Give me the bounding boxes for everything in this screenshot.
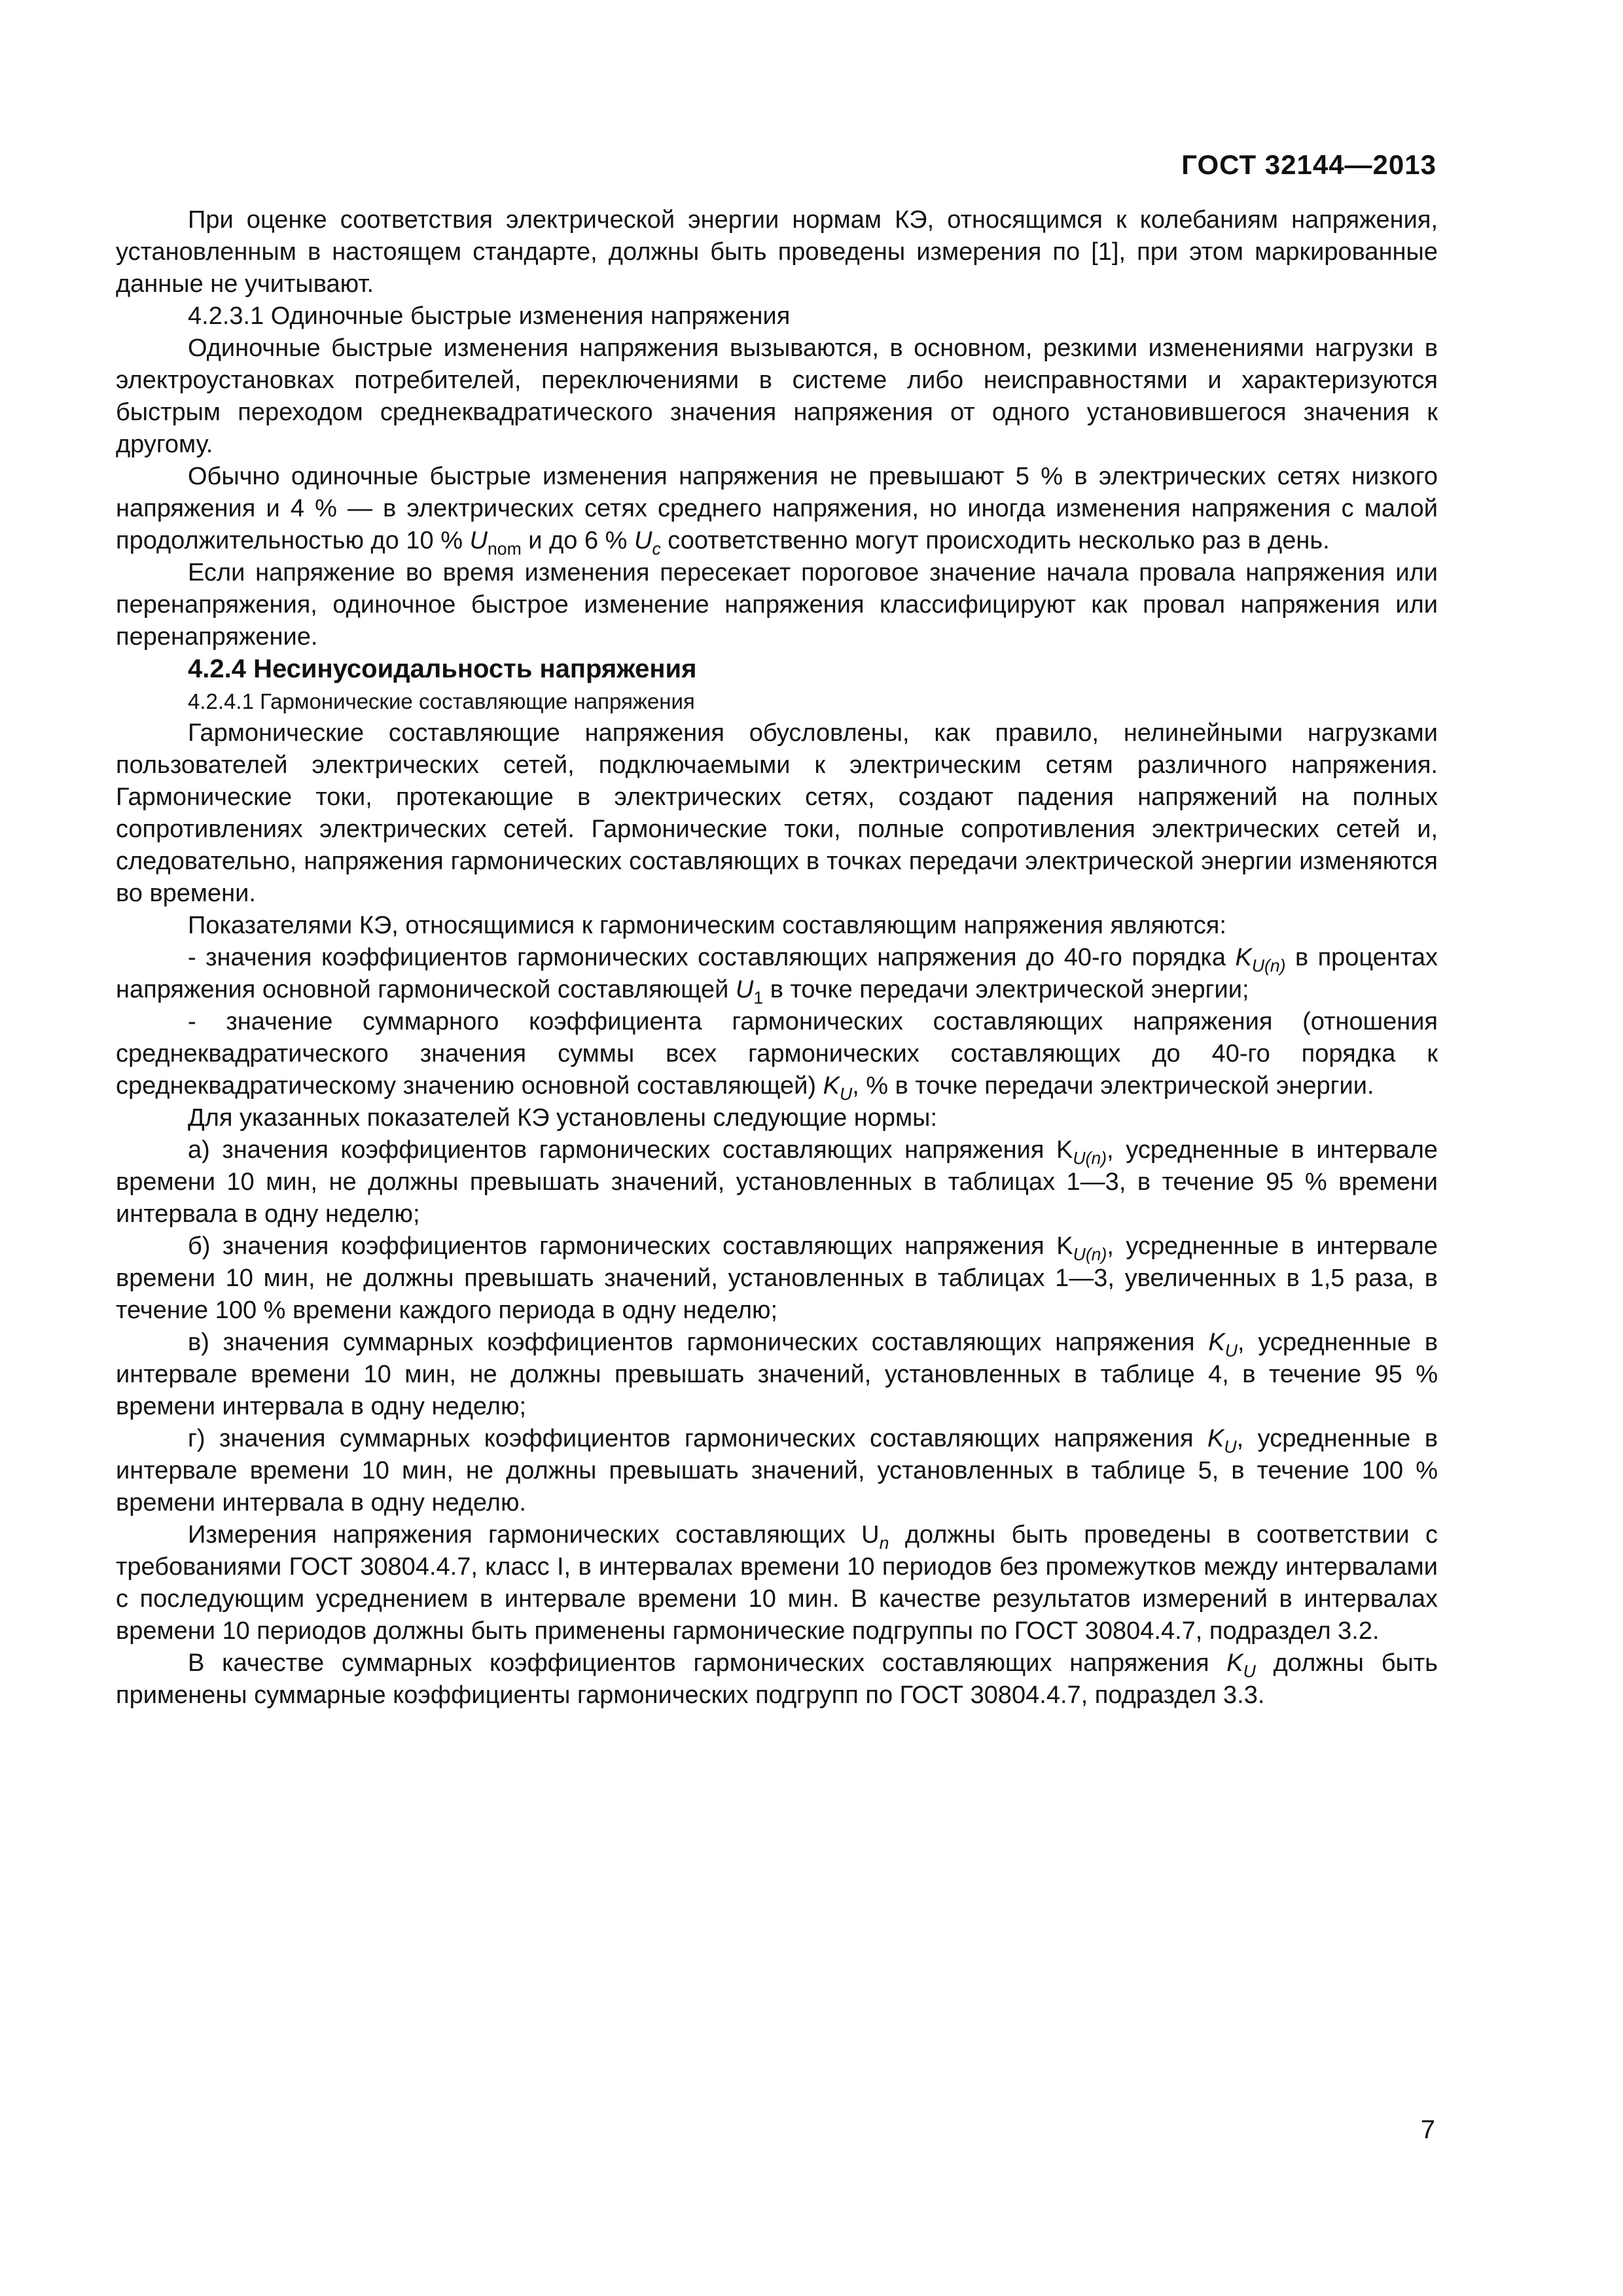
subsection-4-2-3-1-title: [116, 300, 1438, 332]
italic-symbol: K: [823, 1072, 840, 1100]
subscript-text: U: [1243, 1661, 1256, 1681]
para-kolebaniya-intro: [116, 204, 1438, 300]
text-run: должны быть проведены в соответствии с требованиями ГОСТ 30804.4.7, класс I, в интервалах времени 10 периодов без промежутков между интервалами с последующим усреднением в интервале времени 10 мин. В качестве результатов измерений в интервалах времени 10 периодов должны быть применены гармонические подгруппы по ГОСТ 30804.4.7, подраздел 3.2.: [116, 1521, 1438, 1645]
italic-symbol: K: [1226, 1649, 1243, 1677]
italic-symbol: K: [1207, 1425, 1224, 1452]
text-run: в точке передачи электрической энергии;: [763, 976, 1249, 1003]
para-summarnye: [116, 1647, 1438, 1712]
subscript-text: U: [1224, 1340, 1238, 1361]
text-run: г) значения суммарных коэффициентов гармонических составляющих напряжения: [188, 1425, 1208, 1452]
text-run: , усредненные в интервале времени 10 мин, не должны превышать значений, установленных в таблице 4, в течение 95 % времени интервала в одну неделю;: [116, 1329, 1438, 1420]
subscript-text: U: [1224, 1437, 1237, 1457]
text-run: Если напряжение во время изменения пересекает пороговое значение начала провала напряжения или перенапряжения, одиночное быстрое изменение напряжения классифицируют как провал напряжения или перенапряжение.: [116, 559, 1438, 651]
list-item-g: [116, 1423, 1438, 1519]
para-odinochnye-2: [116, 461, 1438, 557]
text-run: а) значения коэффициентов гармонических составляющих напряжения K: [188, 1136, 1073, 1164]
text-run: 4.2.3.1 Одиночные быстрые изменения напряжения: [188, 302, 791, 330]
para-odinochnye-1: [116, 332, 1438, 461]
text-run: - значение суммарного коэффициента гармонических составляющих напряжения (отношения среднеквадратического значения суммы всех гармонических составляющих до 40-го порядка к среднеквадратическому значению основной составляющей): [116, 1008, 1438, 1100]
text-run: Для указанных показателей КЭ установлены следующие нормы:: [188, 1104, 938, 1132]
list-item-koef-summ: [116, 1006, 1438, 1102]
para-garmonicheskie-1: [116, 717, 1438, 910]
list-item-b: [116, 1230, 1438, 1327]
subscript-text: nom: [488, 539, 522, 559]
text-run: , усредненные в интервале времени 10 мин, не должны превышать значений, установленных в таблице 5, в течение 100 % времени интервала в одну неделю.: [116, 1425, 1438, 1516]
text-run: 4.2.4 Несинусоидальность напряжения: [188, 655, 697, 683]
text-run: , % в точке передачи электрической энергии.: [852, 1072, 1374, 1100]
subscript-text: U(n): [1251, 956, 1286, 976]
para-pokazateli-intro: [116, 910, 1438, 942]
text-run: в) значения суммарных коэффициентов гармонических составляющих напряжения: [188, 1329, 1209, 1356]
list-item-a: [116, 1134, 1438, 1230]
document-body: [116, 204, 1438, 1712]
italic-symbol: U: [469, 527, 488, 554]
text-run: , усредненные в интервале времени 10 мин, не должны превышать значений, установленных в таблицах 1—3, увеличенных в 1,5 раза, в течение 100 % времени каждого периода в одну неделю;: [116, 1232, 1438, 1324]
italic-symbol: K: [1235, 944, 1252, 971]
text-run: Показателями КЭ, относящимися к гармоническим составляющим напряжения являются:: [188, 912, 1226, 939]
para-izmereniya: [116, 1519, 1438, 1647]
italic-symbol: U: [633, 527, 652, 554]
subscript-text: U(n): [1073, 1148, 1107, 1168]
text-run: должны быть применены суммарные коэффициенты гармонических подгрупп по ГОСТ 30804.4.7, подраздел 3.3.: [116, 1649, 1438, 1709]
para-odinochnye-3: [116, 557, 1438, 653]
subsection-4-2-4-1-title: [116, 685, 1438, 717]
text-run: и до 6 %: [521, 527, 634, 554]
document-header-standard-id: ГОСТ 32144—2013: [1181, 149, 1436, 180]
text-run: - значения коэффициентов гармонических составляющих напряжения до 40-го порядка: [188, 944, 1236, 971]
text-run: При оценке соответствия электрической энергии нормам КЭ, относящимся к колебаниям напряжения, установленным в настоящем стандарте, должны быть проведены измерения по [1], при этом маркированные данные не учитывают.: [116, 206, 1438, 298]
subscript-text: U(n): [1073, 1244, 1107, 1265]
list-item-koef-n: [116, 942, 1438, 1006]
subscript-text: c: [652, 539, 661, 559]
list-item-v: [116, 1327, 1438, 1423]
text-run: Одиночные быстрые изменения напряжения вызываются, в основном, резкими изменениями нагрузки в электроустановках потребителей, переключениями в системе либо неисправностями и характеризуются быстрым переходом среднеквадратического значения напряжения от одного установившегося значения к другому.: [116, 334, 1438, 458]
subscript-text: U: [839, 1084, 853, 1104]
text-run: б) значения коэффициентов гармонических составляющих напряжения K: [188, 1232, 1073, 1260]
subscript-text: n: [879, 1533, 889, 1553]
text-run: 4.2.4.1 Гармонические составляющие напряжения: [188, 689, 695, 713]
para-normy-intro: [116, 1102, 1438, 1134]
text-run: В качестве суммарных коэффициентов гармонических составляющих напряжения: [188, 1649, 1227, 1677]
text-run: Измерения напряжения гармонических составляющих U: [188, 1521, 880, 1549]
page-number: 7: [1420, 2115, 1435, 2144]
italic-symbol: U: [735, 976, 754, 1003]
italic-symbol: K: [1208, 1329, 1225, 1356]
text-run: , усредненные в интервале времени 10 мин, не должны превышать значений, установленных в таблицах 1—3, в течение 95 % времени интервала в одну неделю;: [116, 1136, 1438, 1228]
subscript-text: 1: [753, 988, 764, 1008]
text-run: в процентах напряжения основной гармонической составляющей: [116, 944, 1438, 1003]
text-run: Гармонические составляющие напряжения обусловлены, как правило, нелинейными нагрузками пользователей электрических сетей, подключаемыми к электрическим сетям различного напряжения. Гармонические токи, протекающие в электрических сетях, создают падения напряжений на полных сопротивлениях электрических сетей. Гармонические токи, полные сопротивления электрических сетей и, следовательно, напряжения гармонических составляющих в точках передачи электрической энергии изменяются во времени.: [116, 719, 1438, 907]
text-run: Обычно одиночные быстрые изменения напряжения не превышают 5 % в электрических сетях низкого напряжения и 4 % — в электрических сетях среднего напряжения, но иногда изменения напряжения с малой продолжительностью до 10 %: [116, 463, 1438, 554]
section-4-2-4-title: [116, 653, 1438, 685]
text-run: соответственно могут происходить несколько раз в день.: [660, 527, 1330, 554]
